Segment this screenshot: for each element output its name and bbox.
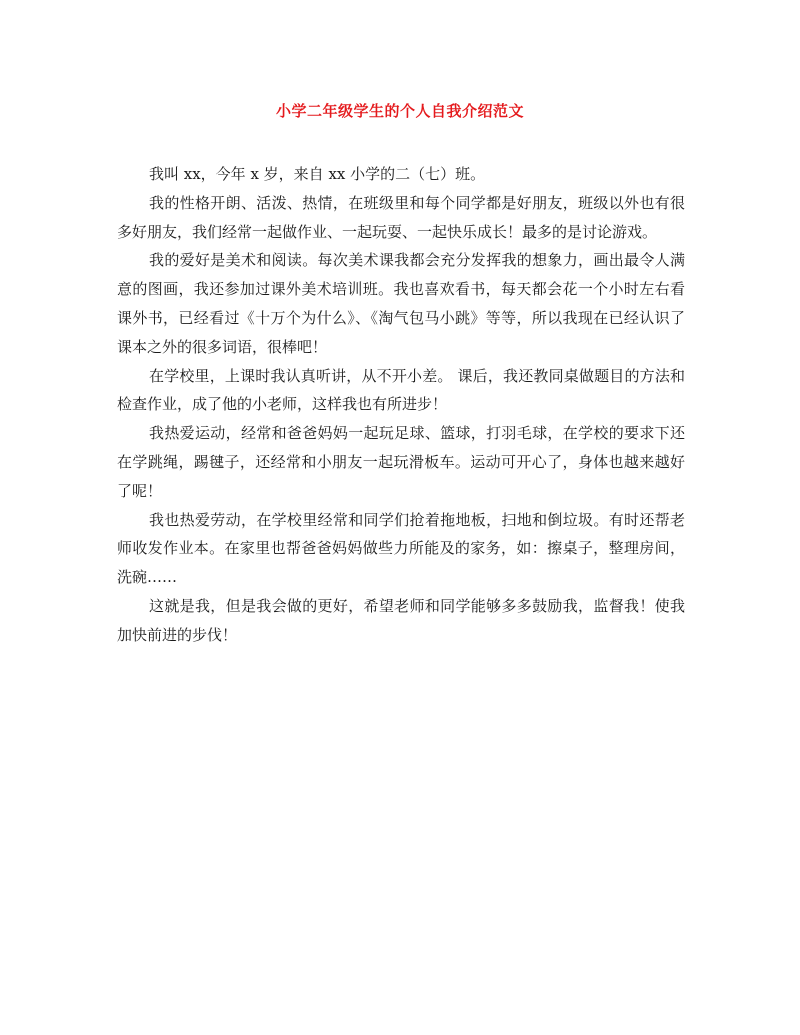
paragraph-conclusion: 这就是我，但是我会做的更好，希望老师和同学能够多多鼓励我，监督我！使我加快前进的步伐！ bbox=[117, 596, 685, 644]
paragraph-school: 在学校里，上课时我认真听讲，从不开小差。 课后，我还教同桌做题目的方法和检查作业，成了他的小老师，这样我也有所进步！ bbox=[117, 366, 685, 414]
paragraph-chores: 我也热爱劳动，在学校里经常和同学们抢着拖地板，扫地和倒垃圾。有时还帮老师收发作业本。在家里也帮爸爸妈妈做些力所能及的家务，如：擦桌子，整理房间，洗碗…… bbox=[117, 510, 685, 587]
paragraph-sports: 我热爱运动，经常和爸爸妈妈一起玩足球、篮球，打羽毛球，在学校的要求下还在学跳绳，踢毽子，还经常和小朋友一起玩滑板车。运动可开心了，身体也越来越好了呢！ bbox=[117, 424, 685, 500]
paragraph-intro: 我叫 xx，今年 x 岁，来自 xx 小学的二（七）班。 bbox=[149, 165, 486, 183]
paragraph-personality: 我的性格开朗、活泼、热情，在班级里和每个同学都是好朋友，班级以外也有很多好朋友，我们经常一起做作业、一起玩耍、一起快乐成长！最多的是讨论游戏。 bbox=[117, 193, 685, 241]
document-title: 小学二年级学生的个人自我介绍范文 bbox=[275, 102, 524, 120]
document-body bbox=[117, 160, 685, 650]
paragraph-hobbies: 我的爱好是美术和阅读。每次美术课我都会充分发挥我的想象力，画出最令人满意的图画，我还参加过课外美术培训班。我也喜欢看书，每天都会花一个小时左右看课外书，已经看过《十万个为什么》、《淘气包马小跳》等等，所以我现在已经认识了课本之外的很多词语，很棒吧！ bbox=[117, 251, 685, 356]
